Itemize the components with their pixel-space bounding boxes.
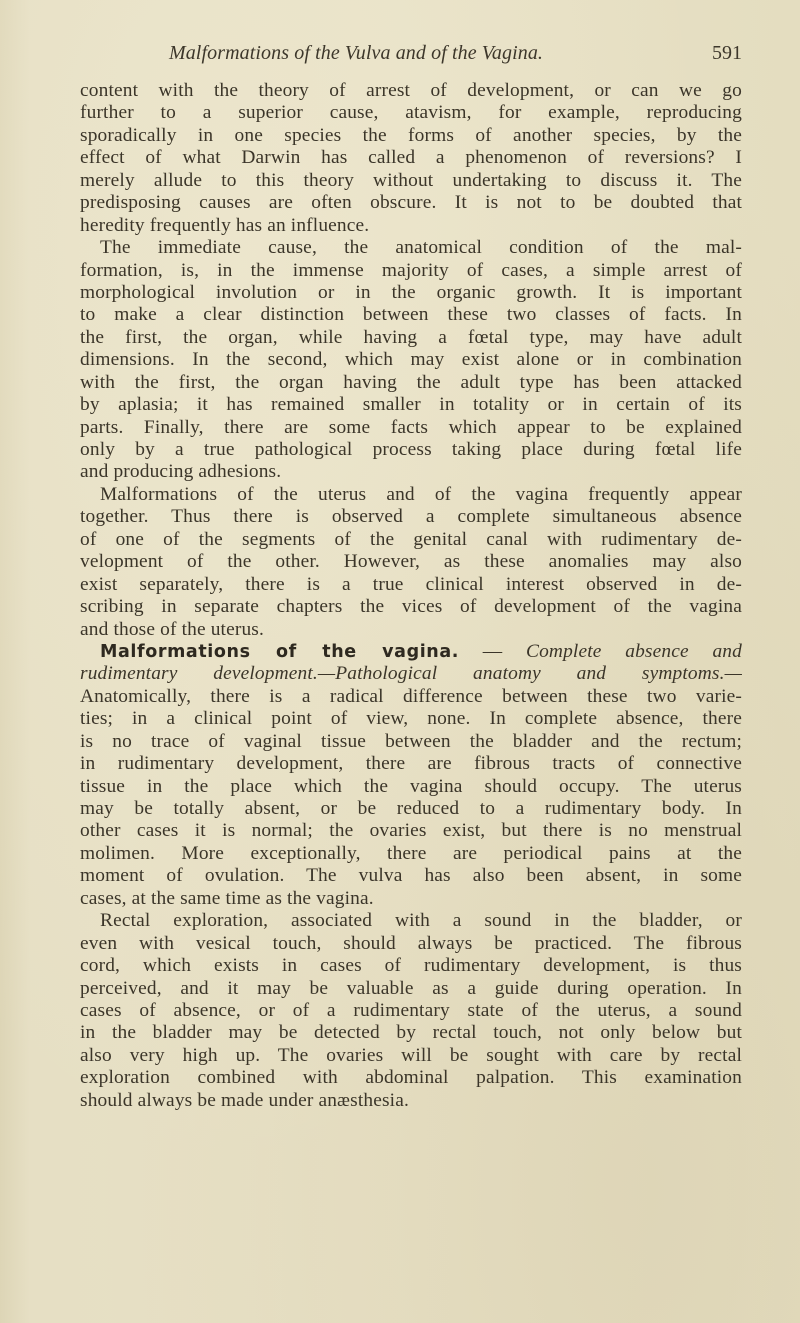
text-line: exist separately, there is a true clinical interest observed in de- [80, 573, 742, 595]
text-line: may be totally absent, or be reduced to a rudimentary body. In [80, 798, 742, 819]
text-line: in rudimentary development, there are fibrous tracts of connective [80, 753, 742, 775]
text-line: The immediate cause, the anatomical condition of the mal- [100, 237, 742, 259]
text-line: is no trace of vaginal tissue between the bladder and the rectum; [80, 730, 742, 752]
subheading-part-1: Complete absence and [526, 640, 742, 662]
paragraph-4-section [80, 641, 742, 910]
text-line: Malformations of the uterus and of the vagina frequently appear [100, 483, 742, 505]
text-line: in the bladder may be detected by rectal touch, not only below but [80, 1022, 742, 1044]
text-line: the first, the organ, while having a fœtal type, may have adult [80, 326, 742, 348]
paragraph-1 [80, 80, 742, 237]
body-text [80, 80, 742, 1112]
text-line: other cases it is normal; the ovaries exist, but there is no menstrual [80, 820, 742, 842]
running-title: Malformations of the Vulva and of the Vagina. [168, 42, 544, 64]
section-heading-line [80, 641, 742, 663]
text-line: heredity frequently has an influence. [80, 214, 370, 236]
text-line: and producing adhesions. [80, 461, 282, 483]
text-line: effect of what Darwin has called a phenomenon of reversions? I [80, 147, 742, 169]
text-line: exploration combined with abdominal palpation. This examination [80, 1067, 742, 1089]
text-line: tissue in the place which the vagina should occupy. The uterus [80, 775, 742, 797]
text-line: perceived, and it may be valuable as a guide during operation. In [80, 977, 742, 999]
text-line: molimen. More exceptionally, there are periodical pains at the [80, 842, 742, 864]
paragraph-2 [80, 237, 742, 484]
text-line: and those of the uterus. [80, 618, 264, 640]
text-line: morphological involution or in the organic growth. It is important [80, 281, 742, 303]
text-line: ties; in a clinical point of view, none. In complete absence, there [80, 708, 742, 730]
text-line: also very high up. The ovaries will be sought with care by rectal [80, 1044, 742, 1066]
text-line: Rectal exploration, associated with a sound in the bladder, or [100, 910, 742, 932]
text-line: sporadically in one species the forms of another species, by the [80, 124, 742, 146]
running-head [80, 42, 742, 68]
text-line: Anatomically, there is a radical difference between these two varie- [80, 685, 742, 707]
text-line: moment of ovulation. The vulva has also been absent, in some [80, 865, 742, 887]
text-line: by aplasia; it has remained smaller in totality or in certain of its [80, 394, 742, 416]
text-line: together. Thus there is observed a complete simultaneous absence [80, 506, 742, 528]
subheading-part-2: rudimentary development.—Pathological anatomy and symptoms.— [80, 663, 742, 685]
text-line: content with the theory of arrest of development, or can we go [80, 80, 742, 101]
text-line: even with vesical touch, should always be practiced. The fibrous [80, 932, 742, 954]
text-line: predisposing causes are often obscure. It is not to be doubted that [80, 192, 742, 214]
text-line: merely allude to this theory without undertaking to discuss it. The [80, 169, 742, 191]
text-line: with the first, the organ having the adult type has been attacked [80, 371, 742, 393]
text-line: of one of the segments of the genital canal with rudimentary de- [80, 528, 742, 550]
text-line: should always be made under anæsthesia. [80, 1089, 409, 1111]
paragraph-5 [80, 910, 742, 1112]
text-line: cord, which exists in cases of rudimentary development, is thus [80, 955, 742, 977]
text-line: cases, at the same time as the vagina. [80, 887, 374, 909]
section-heading: Malformations of the vagina. [100, 641, 460, 662]
paragraph-3 [80, 484, 742, 641]
text-line: velopment of the other. However, as these anomalies may also [80, 551, 742, 573]
text-line: only by a true pathological process taking place during fœtal life [80, 439, 742, 460]
text-line: dimensions. In the second, which may exist alone or in combination [80, 349, 742, 371]
text-line: cases of absence, or of a rudimentary state of the uterus, a sound [80, 999, 742, 1021]
page-number: 591 [712, 42, 742, 64]
text-line: further to a superior cause, atavism, for example, reproducing [80, 102, 742, 124]
text-line: parts. Finally, there are some facts which appear to be explained [80, 416, 742, 438]
text-line: scribing in separate chapters the vices of development of the vagina [80, 596, 742, 618]
heading-dash: — [459, 640, 526, 662]
text-line: to make a clear distinction between these two classes of facts. In [80, 304, 742, 326]
text-line: formation, is, in the immense majority of cases, a simple arrest of [80, 259, 742, 281]
